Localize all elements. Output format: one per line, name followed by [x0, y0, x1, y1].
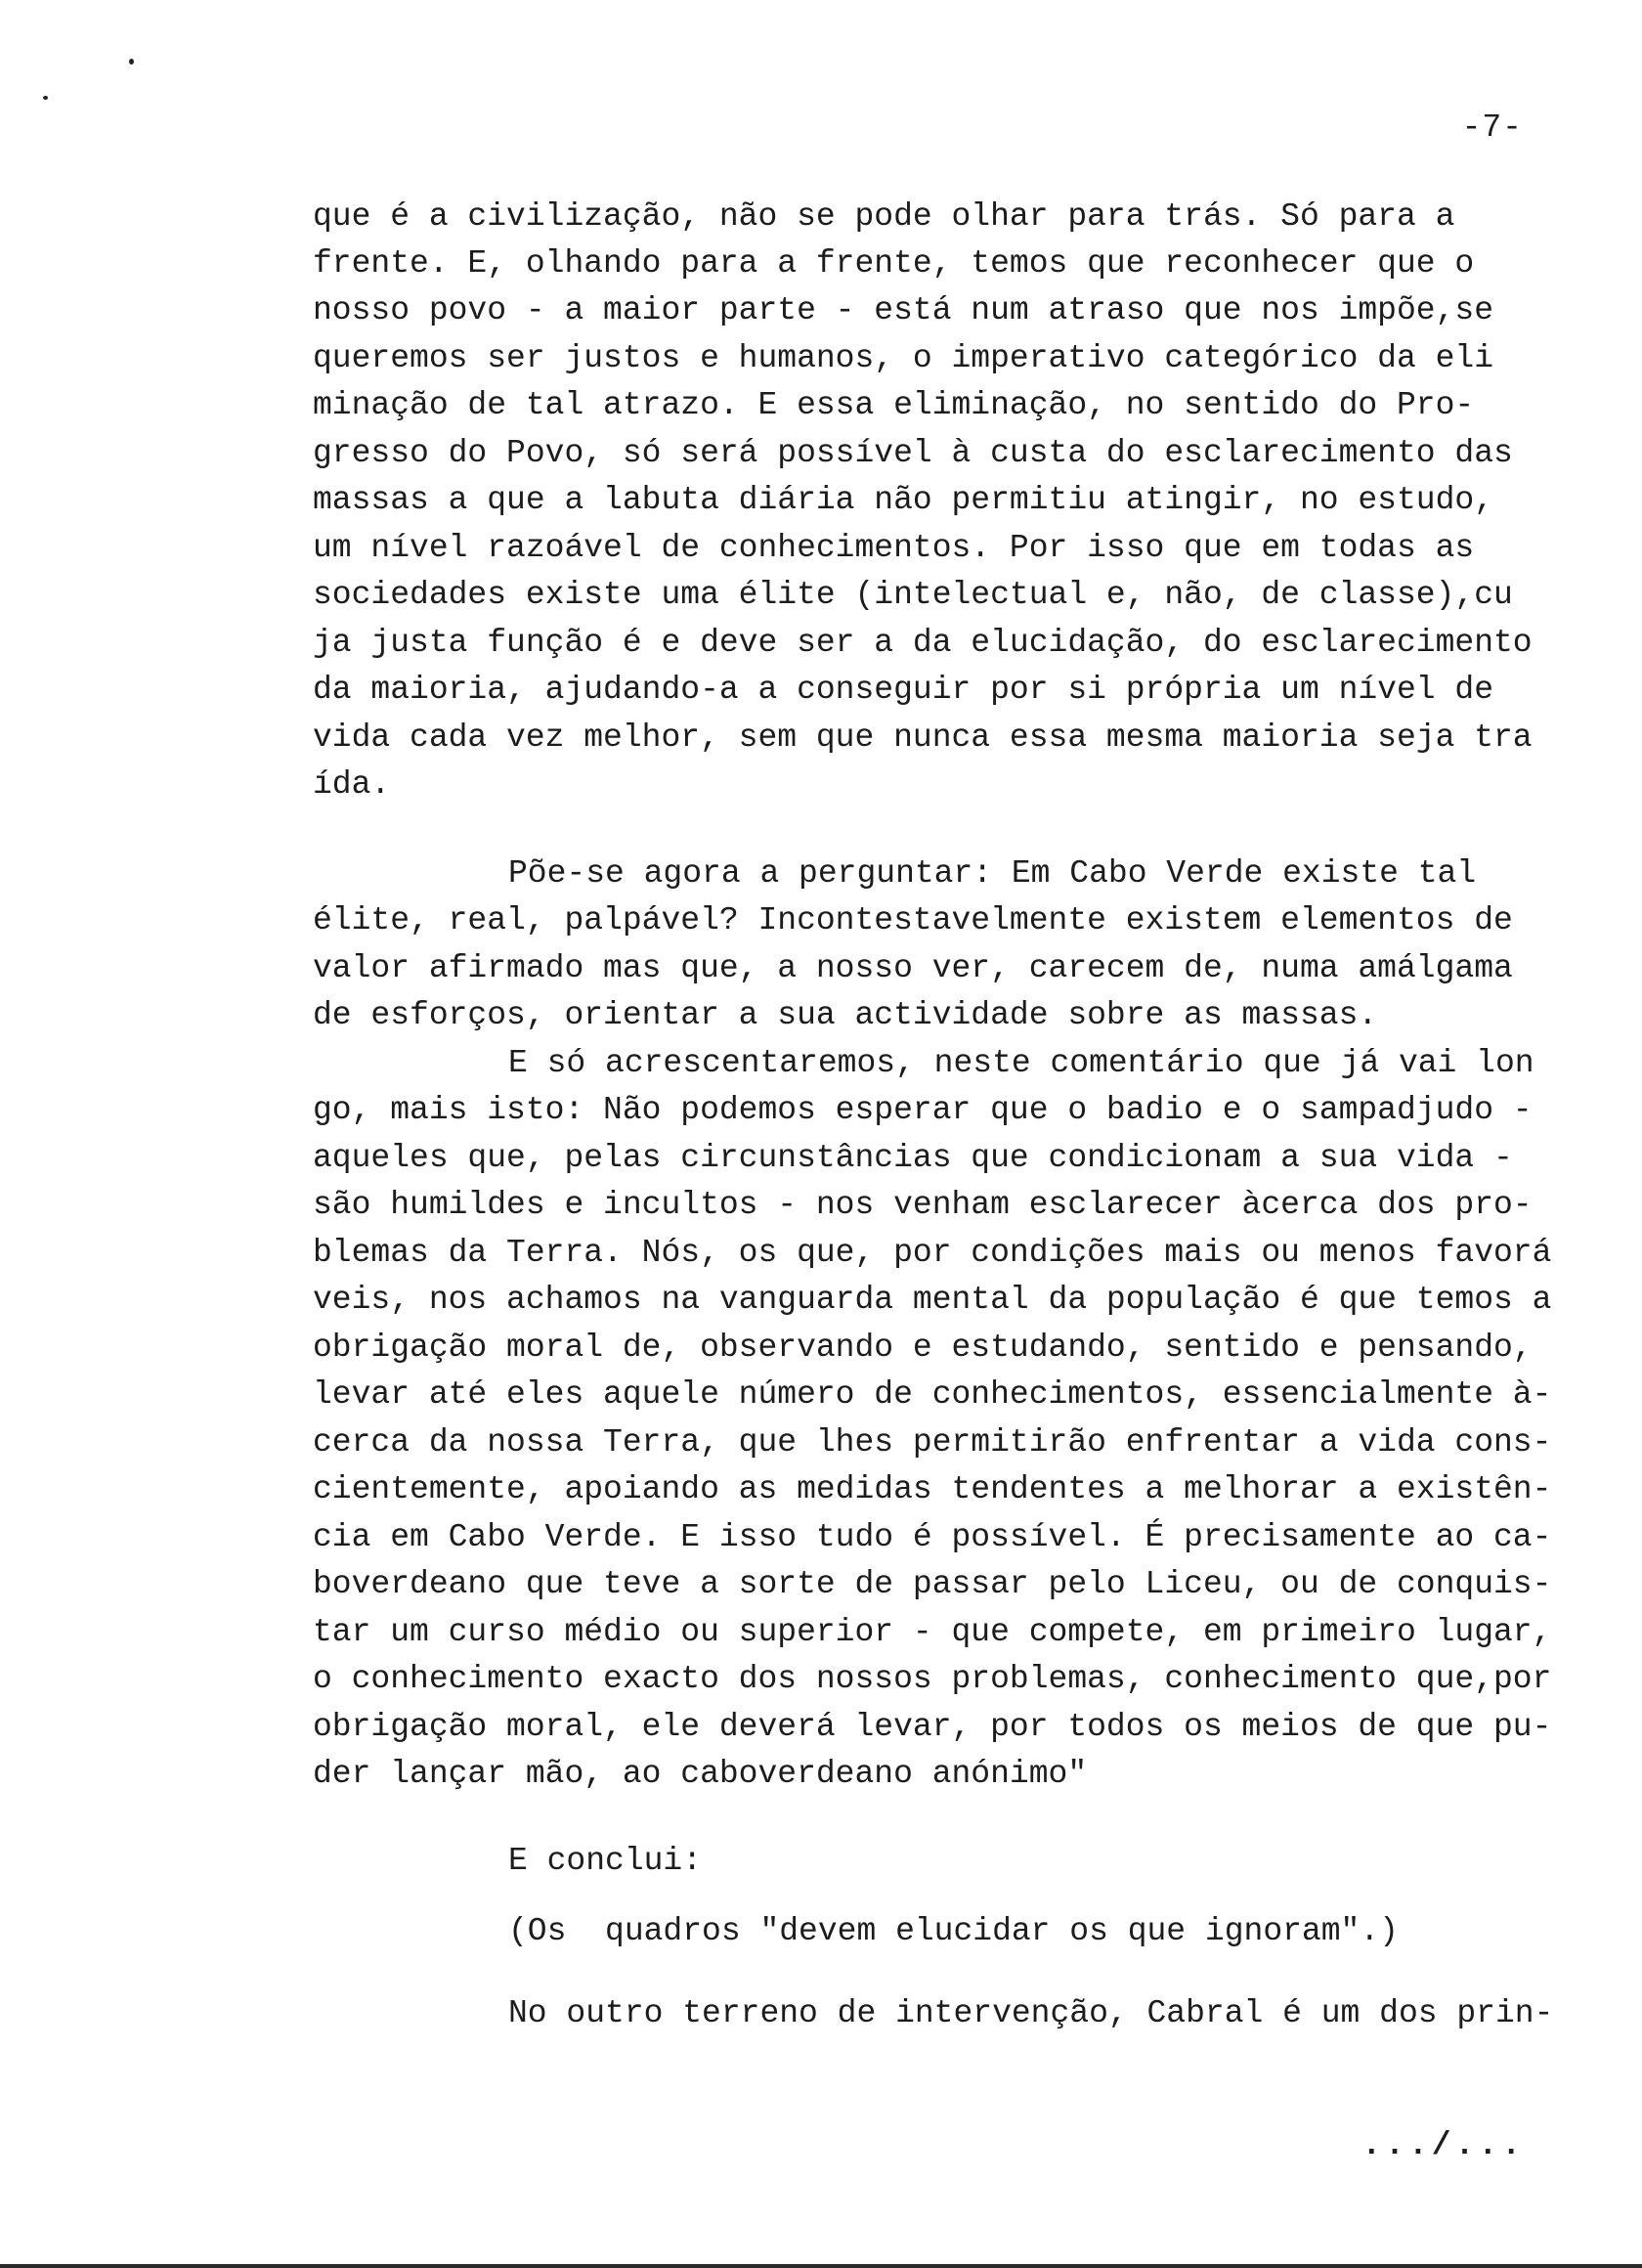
text-line: élite, real, palpável? Incontestavelmente existem elementos de — [313, 902, 1513, 938]
text-line: são humildes e incultos - nos venham esclarecer àcerca dos pro- — [313, 1187, 1533, 1223]
text-line: aqueles que, pelas circunstâncias que condicionam a sua vida - — [313, 1140, 1513, 1176]
text-line: o conhecimento exacto dos nossos problemas, conhecimento que,por — [313, 1661, 1552, 1697]
text-line: cia em Cabo Verde. E isso tudo é possível. É precisamente ao ca- — [313, 1519, 1552, 1555]
scan-speck — [43, 96, 48, 100]
text-line: ída. — [313, 766, 391, 803]
scan-speck — [129, 59, 134, 65]
text-line: cientemente, apoiando as medidas tendentes a melhorar a existên- — [313, 1471, 1552, 1507]
text-line: Põe-se agora a perguntar: Em Cabo Verde existe tal — [508, 855, 1477, 892]
text-line: ja justa função é e deve ser a da elucidação, do esclarecimento — [313, 625, 1533, 661]
text-line: E só acrescentaremos, neste comentário que já vai lon — [508, 1045, 1534, 1081]
text-line: vida cada vez melhor, sem que nunca essa mesma maioria seja tra — [313, 720, 1533, 756]
text-line: um nível razoável de conhecimentos. Por isso que em todas as — [313, 530, 1475, 566]
text-line: obrigação moral, ele deverá levar, por todos os meios de que pu- — [313, 1709, 1552, 1745]
text-line: de esforços, orientar a sua actividade sobre as massas. — [313, 997, 1378, 1033]
continuation-mark: .../... — [1361, 2127, 1525, 2163]
text-line: valor afirmado mas que, a nosso ver, carecem de, numa amálgama — [313, 950, 1513, 986]
text-line: go, mais isto: Não podemos esperar que o badio e o sampadjudo - — [313, 1092, 1533, 1128]
text-line: cerca da nossa Terra, que lhes permitirão enfrentar a vida cons- — [313, 1424, 1552, 1461]
text-line: da maioria, ajudando-a a conseguir por si própria um nível de — [313, 672, 1493, 708]
text-line: minação de tal atrazo. E essa eliminação, no sentido do Pro- — [313, 387, 1475, 423]
text-line: frente. E, olhando para a frente, temos que reconhecer que o — [313, 245, 1475, 282]
page-bottom-rule — [0, 2264, 1642, 2268]
text-line: massas a que a labuta diária não permitiu atingir, no estudo, — [313, 482, 1493, 518]
text-line: obrigação moral de, observando e estudando, sentido e pensando, — [313, 1330, 1533, 1366]
text-line: queremos ser justos e humanos, o imperativo categórico da eli — [313, 340, 1493, 376]
text-line: boverdeano que teve a sorte de passar pelo Liceu, ou de conquis- — [313, 1566, 1552, 1602]
text-line: der lançar mão, ao caboverdeano anónimo" — [313, 1756, 1088, 1792]
text-line: (Os quadros "devem elucidar os que ignoram".) — [508, 1913, 1399, 1949]
text-line: No outro terreno de intervenção, Cabral é um dos prin- — [508, 1995, 1554, 2031]
text-line: tar um curso médio ou superior - que compete, em primeiro lugar, — [313, 1614, 1552, 1650]
text-line: sociedades existe uma élite (intelectual e, não, de classe),cu — [313, 577, 1513, 613]
text-line: blemas da Terra. Nós, os que, por condições mais ou menos favorá — [313, 1235, 1552, 1271]
text-line: que é a civilização, não se pode olhar para trás. Só para a — [313, 198, 1455, 235]
text-line: E conclui: — [508, 1843, 703, 1879]
text-line: levar até eles aquele número de conhecimentos, essencialmente à- — [313, 1376, 1552, 1413]
text-line: nosso povo - a maior parte - está num atraso que nos impõe,se — [313, 292, 1493, 328]
page-number: -7- — [1461, 109, 1523, 146]
text-line: veis, nos achamos na vanguarda mental da população é que temos a — [313, 1282, 1552, 1318]
text-line: gresso do Povo, só será possível à custa do esclarecimento das — [313, 435, 1513, 471]
